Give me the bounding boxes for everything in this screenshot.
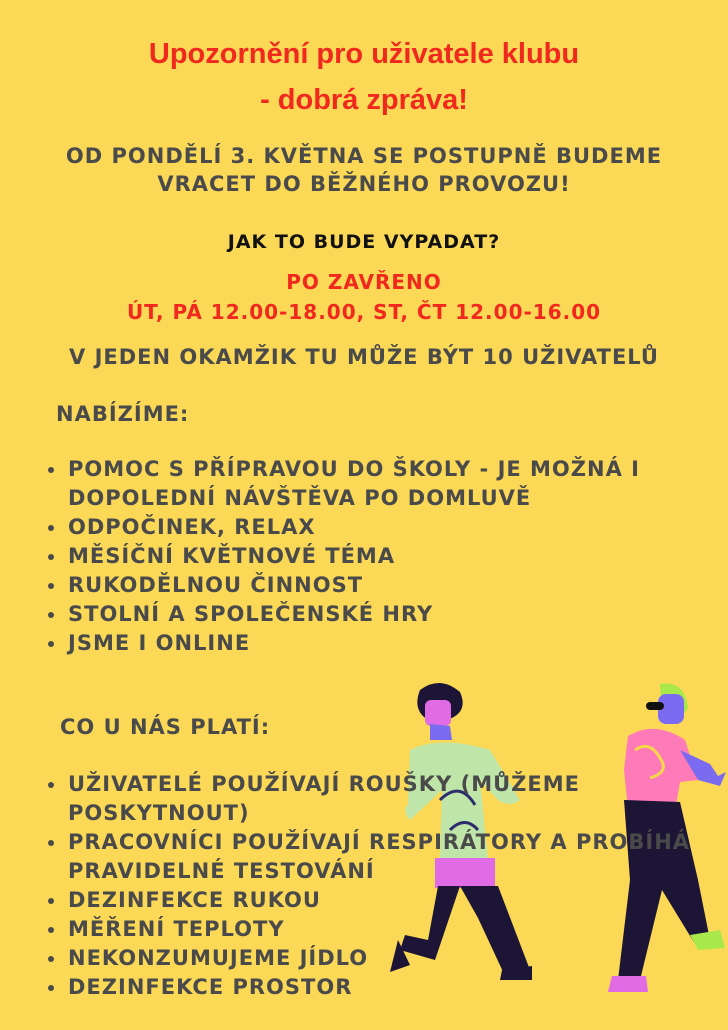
title-line-2: - dobrá zpráva! xyxy=(260,84,468,116)
intro-line-1: OD PONDĚLÍ 3. KVĚTNA SE POSTUPNĚ BUDEME xyxy=(65,144,663,168)
offer-list xyxy=(40,455,720,658)
list-item xyxy=(40,600,720,629)
list-item-text: DEZINFEKCE RUKOU xyxy=(68,888,321,912)
bullet-dot xyxy=(48,612,54,618)
bullet-dot xyxy=(48,985,54,991)
bullet-dot xyxy=(48,927,54,933)
list-item xyxy=(40,571,720,600)
list-item xyxy=(40,455,720,513)
list-item xyxy=(40,915,720,944)
bullet-dot xyxy=(48,583,54,589)
list-item-text: ODPOČINEK, RELAX xyxy=(68,515,316,539)
list-item-text: POMOC S PŘÍPRAVOU DO ŠKOLY - JE MOŽNÁ I DOPOLEDNÍ NÁVŠTĚVA PO DOMLUVĚ xyxy=(68,457,640,510)
list-item-text: MĚŘENÍ TEPLOTY xyxy=(68,917,285,941)
list-item xyxy=(40,828,720,886)
list-item-text: UŽIVATELÉ POUŽÍVAJÍ ROUŠKY (MŮŽEME POSKYTNOUT) xyxy=(68,772,580,825)
list-item-text: PRACOVNÍCI POUŽÍVAJÍ RESPIRÁTORY A PROBÍHÁ PRAVIDELNÉ TESTOVÁNÍ xyxy=(68,830,691,883)
list-item xyxy=(40,513,720,542)
list-item-text: JSME I ONLINE xyxy=(68,631,251,655)
bullet-dot xyxy=(48,525,54,531)
list-item xyxy=(40,944,720,973)
list-item xyxy=(40,770,720,828)
bullet-dot xyxy=(48,956,54,962)
list-item-text: DEZINFEKCE PROSTOR xyxy=(68,975,353,999)
offer-heading: NABÍZÍME: xyxy=(56,402,190,426)
rules-list xyxy=(40,770,720,1002)
bullet-dot xyxy=(48,641,54,647)
question: JAK TO BUDE VYPADAT? xyxy=(227,231,501,253)
hours-line-2: ÚT, PÁ 12.00-18.00, ST, ČT 12.00-16.00 xyxy=(126,300,602,324)
bullet-dot xyxy=(48,782,54,788)
bullet-dot xyxy=(48,467,54,473)
list-item-text: STOLNÍ A SPOLEČENSKÉ HRY xyxy=(68,602,434,626)
list-item xyxy=(40,542,720,571)
list-item-text: NEKONZUMUJEME JÍDLO xyxy=(68,946,369,970)
hours-line-1: PO ZAVŘENO xyxy=(286,270,442,294)
bullet-dot xyxy=(48,554,54,560)
list-item xyxy=(40,629,720,658)
capacity-note: V JEDEN OKAMŽIK TU MŮŽE BÝT 10 UŽIVATELŮ xyxy=(69,345,659,369)
bullet-dot xyxy=(48,898,54,904)
bullet-dot xyxy=(48,840,54,846)
list-item-text: MĚSÍČNÍ KVĚTNOVÉ TÉMA xyxy=(68,544,396,568)
list-item-text: RUKODĚLNOU ČINNOST xyxy=(68,573,364,597)
title-line-1: Upozornění pro uživatele klubu xyxy=(148,38,580,70)
rules-heading: CO U NÁS PLATÍ: xyxy=(60,715,271,739)
intro-line-2: VRACET DO BĚŽNÉHO PROVOZU! xyxy=(157,172,571,196)
list-item xyxy=(40,973,720,1002)
list-item xyxy=(40,886,720,915)
